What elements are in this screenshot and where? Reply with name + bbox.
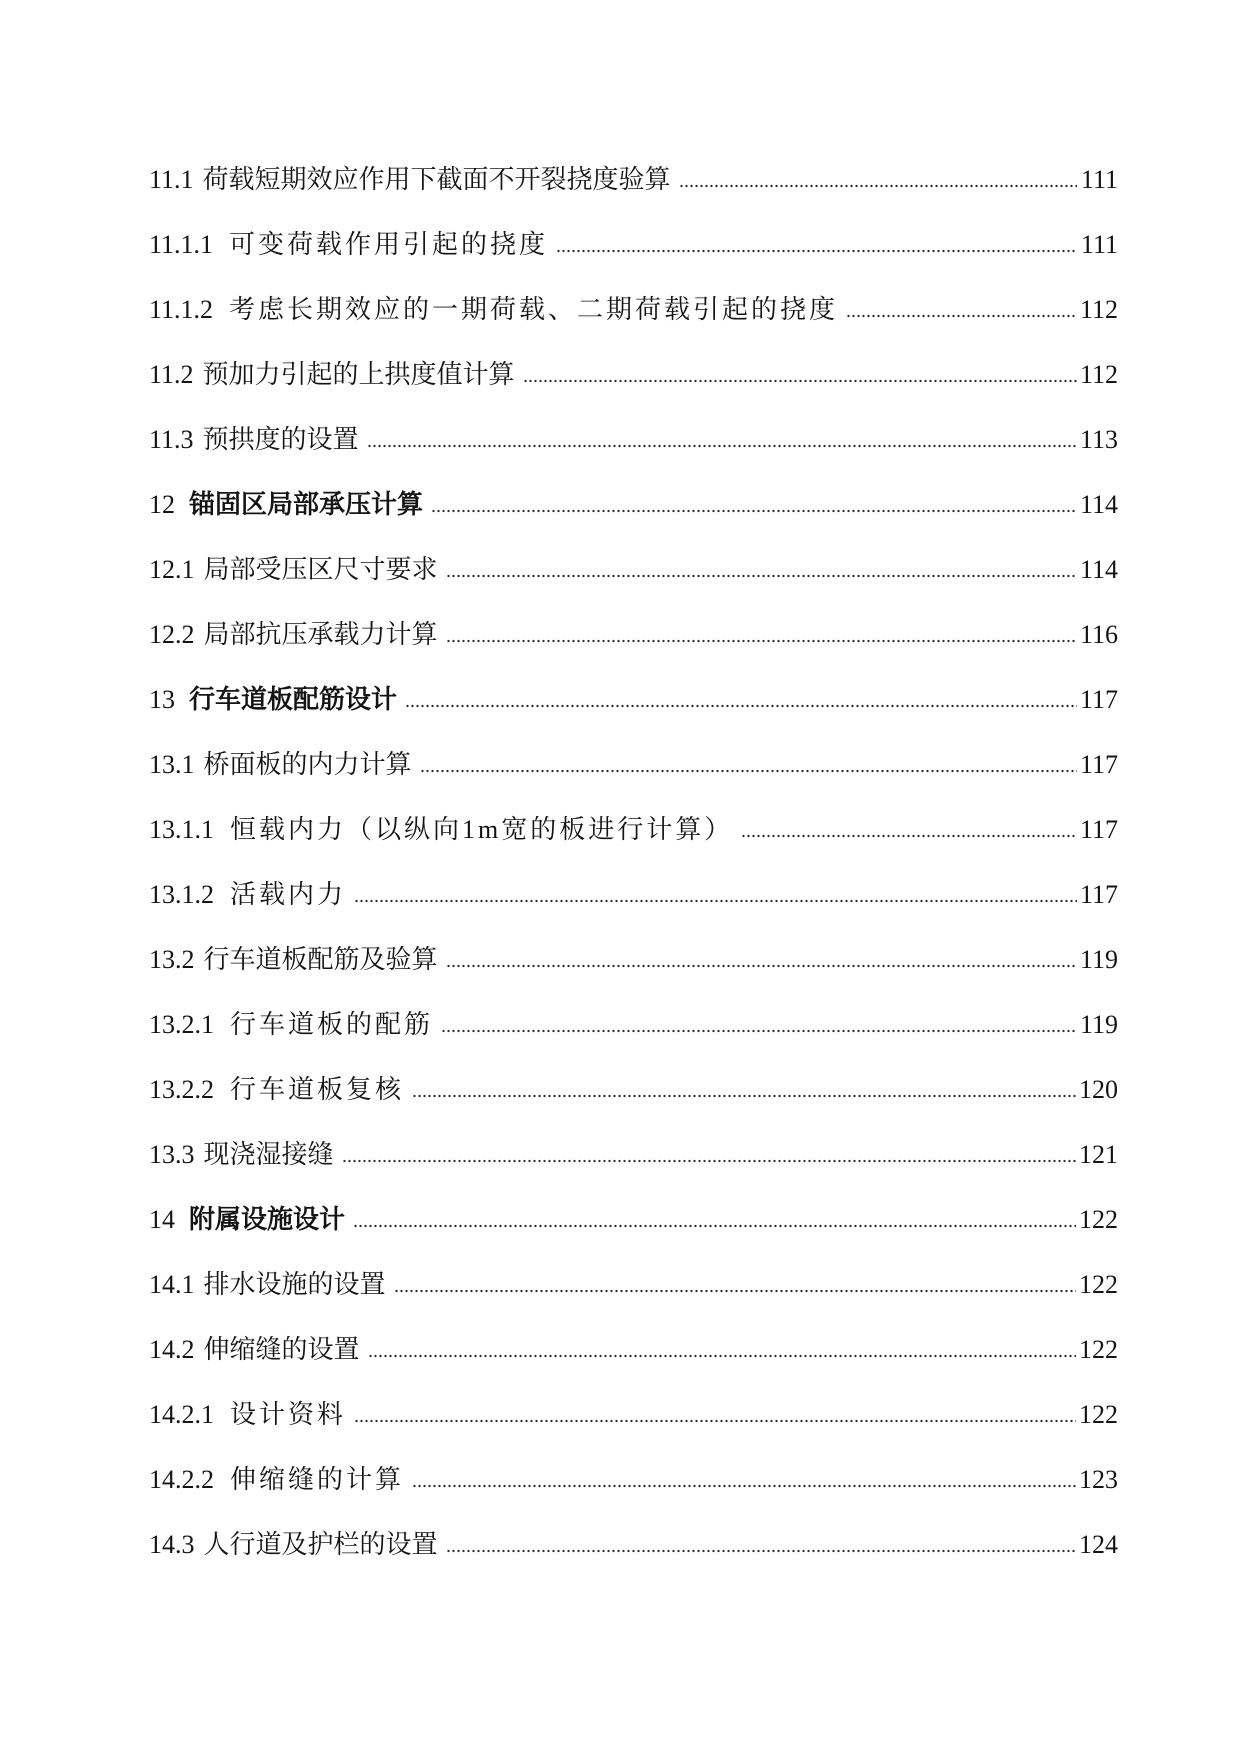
toc-entry-page-number: 114 bbox=[1079, 490, 1118, 519]
toc-entry-12-1[interactable] bbox=[149, 537, 1118, 602]
toc-entry-13-1[interactable] bbox=[149, 732, 1118, 797]
toc-entry-title: 局部受压区尺寸要求 bbox=[203, 555, 438, 584]
toc-entry-title: 预拱度的设置 bbox=[202, 425, 359, 454]
toc-entry-page-number: 117 bbox=[1079, 685, 1118, 714]
toc-entry-page-number: 113 bbox=[1079, 425, 1118, 454]
toc-entry-14-2-1[interactable] bbox=[149, 1382, 1118, 1447]
toc-entry-13[interactable] bbox=[149, 667, 1118, 732]
toc-entry-title: 局部抗压承载力计算 bbox=[203, 620, 438, 649]
toc-entry-page-number: 117 bbox=[1079, 750, 1118, 779]
toc-entry-number: 12.2 bbox=[149, 620, 195, 649]
toc-entry-13-2-1[interactable] bbox=[149, 992, 1118, 1057]
toc-entry-14[interactable] bbox=[149, 1187, 1118, 1252]
toc-entry-page-number: 114 bbox=[1079, 555, 1118, 584]
toc-entry-14-2-2[interactable] bbox=[149, 1447, 1118, 1512]
toc-dot-leader bbox=[353, 1222, 1076, 1228]
toc-entry-number: 11.1.1 bbox=[149, 230, 214, 259]
toc-entry-title: 行车道板配筋设计 bbox=[189, 684, 398, 714]
toc-entry-page-number: 123 bbox=[1079, 1465, 1118, 1494]
toc-entry-title: 行车道板的配筋 bbox=[230, 1010, 434, 1039]
toc-dot-leader bbox=[394, 1287, 1076, 1293]
toc-entry-title: 考虑长期效应的一期荷载、二期荷载引起的挠度 bbox=[229, 295, 839, 324]
toc-entry-title: 行车道板复核 bbox=[230, 1075, 405, 1104]
toc-entry-number: 13.3 bbox=[149, 1140, 195, 1169]
toc-dot-leader bbox=[446, 572, 1077, 578]
toc-entry-number: 14.2.2 bbox=[149, 1465, 214, 1494]
toc-entry-title: 锚固区局部承压计算 bbox=[189, 489, 424, 519]
toc-entry-11-2[interactable] bbox=[149, 342, 1118, 407]
toc-entry-13-3[interactable] bbox=[149, 1122, 1118, 1187]
toc-entry-page-number: 124 bbox=[1079, 1530, 1118, 1559]
toc-dot-leader bbox=[741, 832, 1077, 838]
toc-entry-number: 11.2 bbox=[149, 360, 194, 389]
table-of-contents bbox=[149, 147, 1118, 1577]
toc-entry-title: 附属设施设计 bbox=[189, 1204, 346, 1234]
toc-entry-page-number: 121 bbox=[1079, 1140, 1118, 1169]
toc-dot-leader bbox=[420, 767, 1077, 773]
toc-dot-leader bbox=[446, 962, 1077, 968]
toc-entry-title: 设计资料 bbox=[230, 1400, 347, 1429]
toc-dot-leader bbox=[367, 442, 1077, 448]
toc-entry-page-number: 119 bbox=[1079, 1010, 1118, 1039]
toc-entry-number: 13.2.1 bbox=[149, 1010, 214, 1039]
toc-dot-leader bbox=[412, 1092, 1076, 1098]
toc-dot-leader bbox=[679, 182, 1077, 188]
toc-entry-page-number: 117 bbox=[1079, 880, 1118, 909]
toc-entry-title: 恒载内力（以纵向1m宽的板进行计算） bbox=[230, 815, 734, 844]
toc-entry-title: 伸缩缝的计算 bbox=[230, 1465, 405, 1494]
toc-entry-title: 人行道及护栏的设置 bbox=[203, 1530, 438, 1559]
toc-entry-number: 13.2 bbox=[149, 945, 195, 974]
toc-entry-title: 荷载短期效应作用下截面不开裂挠度验算 bbox=[202, 165, 671, 194]
toc-entry-14-2[interactable] bbox=[149, 1317, 1118, 1382]
toc-dot-leader bbox=[446, 637, 1077, 643]
toc-dot-leader bbox=[523, 377, 1077, 383]
toc-entry-11-1-2[interactable] bbox=[149, 277, 1118, 342]
toc-entry-number: 12.1 bbox=[149, 555, 195, 584]
toc-dot-leader bbox=[342, 1157, 1076, 1163]
toc-entry-page-number: 111 bbox=[1080, 230, 1118, 259]
toc-entry-page-number: 111 bbox=[1080, 165, 1118, 194]
toc-entry-title: 可变荷载作用引起的挠度 bbox=[229, 230, 549, 259]
toc-entry-page-number: 112 bbox=[1079, 360, 1118, 389]
toc-entry-page-number: 112 bbox=[1079, 295, 1118, 324]
toc-dot-leader bbox=[354, 1417, 1076, 1423]
toc-entry-12-2[interactable] bbox=[149, 602, 1118, 667]
toc-entry-13-1-1[interactable] bbox=[149, 797, 1118, 862]
toc-entry-14-1[interactable] bbox=[149, 1252, 1118, 1317]
toc-entry-number: 13 bbox=[149, 685, 175, 714]
toc-entry-page-number: 119 bbox=[1079, 945, 1118, 974]
toc-entry-11-3[interactable] bbox=[149, 407, 1118, 472]
toc-dot-leader bbox=[412, 1482, 1076, 1488]
toc-dot-leader bbox=[441, 1027, 1077, 1033]
toc-entry-13-2-2[interactable] bbox=[149, 1057, 1118, 1122]
toc-entry-page-number: 117 bbox=[1079, 815, 1118, 844]
toc-entry-title: 排水设施的设置 bbox=[203, 1270, 386, 1299]
toc-dot-leader bbox=[405, 702, 1077, 708]
toc-entry-page-number: 122 bbox=[1079, 1400, 1118, 1429]
toc-entry-number: 11.1.2 bbox=[149, 295, 214, 324]
toc-entry-12[interactable] bbox=[149, 472, 1118, 537]
toc-entry-title: 现浇湿接缝 bbox=[203, 1140, 334, 1169]
toc-entry-number: 13.2.2 bbox=[149, 1075, 214, 1104]
toc-entry-11-1[interactable] bbox=[149, 147, 1118, 212]
toc-entry-number: 13.1.2 bbox=[149, 880, 214, 909]
toc-entry-number: 14.1 bbox=[149, 1270, 195, 1299]
toc-dot-leader bbox=[431, 507, 1077, 513]
toc-entry-number: 11.3 bbox=[149, 425, 194, 454]
toc-entry-number: 12 bbox=[149, 490, 175, 519]
toc-dot-leader bbox=[556, 247, 1077, 253]
toc-entry-number: 14.2.1 bbox=[149, 1400, 214, 1429]
toc-entry-number: 13.1 bbox=[149, 750, 195, 779]
toc-entry-title: 预加力引起的上拱度值计算 bbox=[202, 360, 515, 389]
toc-entry-page-number: 116 bbox=[1079, 620, 1118, 649]
toc-entry-number: 14.2 bbox=[149, 1335, 195, 1364]
toc-entry-11-1-1[interactable] bbox=[149, 212, 1118, 277]
toc-entry-title: 伸缩缝的设置 bbox=[203, 1335, 360, 1364]
toc-dot-leader bbox=[354, 897, 1077, 903]
toc-entry-number: 13.1.1 bbox=[149, 815, 214, 844]
toc-entry-title: 活载内力 bbox=[230, 880, 347, 909]
toc-entry-13-1-2[interactable] bbox=[149, 862, 1118, 927]
toc-entry-13-2[interactable] bbox=[149, 927, 1118, 992]
toc-entry-14-3[interactable] bbox=[149, 1512, 1118, 1577]
toc-entry-number: 11.1 bbox=[149, 165, 194, 194]
toc-dot-leader bbox=[368, 1352, 1076, 1358]
toc-entry-page-number: 122 bbox=[1079, 1205, 1118, 1234]
toc-dot-leader bbox=[846, 312, 1077, 318]
toc-entry-number: 14.3 bbox=[149, 1530, 195, 1559]
toc-entry-number: 14 bbox=[149, 1205, 175, 1234]
toc-dot-leader bbox=[446, 1547, 1076, 1553]
toc-entry-page-number: 122 bbox=[1079, 1335, 1118, 1364]
toc-entry-page-number: 122 bbox=[1079, 1270, 1118, 1299]
toc-entry-title: 行车道板配筋及验算 bbox=[203, 945, 438, 974]
toc-entry-title: 桥面板的内力计算 bbox=[203, 750, 412, 779]
toc-entry-page-number: 120 bbox=[1079, 1075, 1118, 1104]
